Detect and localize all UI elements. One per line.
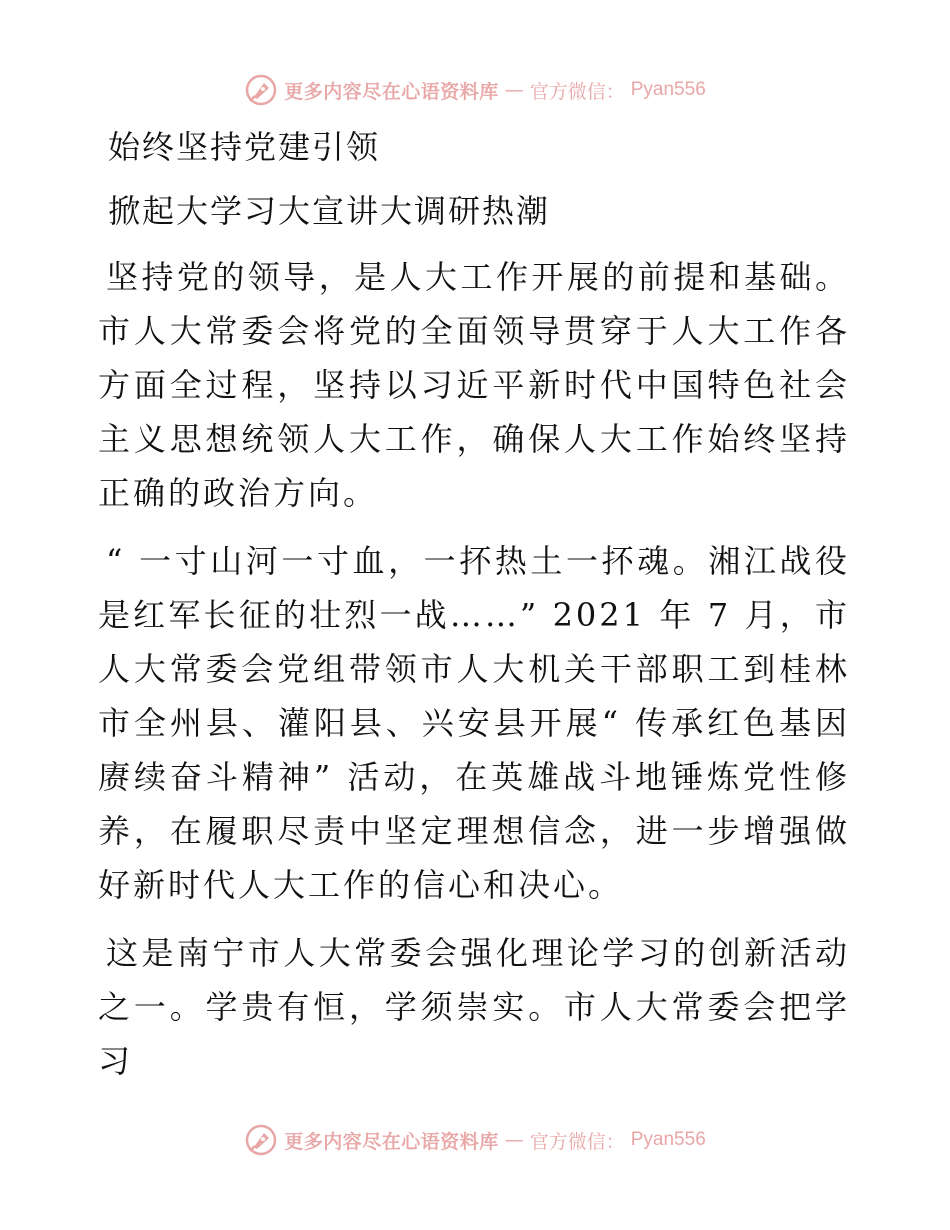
- pen-nib-circle-icon: [244, 73, 278, 107]
- watermark-separator: —: [504, 79, 524, 101]
- section-subheading: 掀起大学习大宣讲大调研热潮: [108, 192, 551, 230]
- header-watermark: [0, 70, 950, 110]
- body-paragraph: 坚持党的领导，是人大工作开展的前提和基础。市人大常委会将党的全面领导贯穿于人大工作各方面全过程，坚持以习近平新时代中国特色社会主义思想统领人大工作，确保人大工作始终坚持正确的政治方向。: [98, 258, 850, 512]
- watermark-wechat-id: Pyan556: [630, 79, 706, 100]
- section-heading: 始终坚持党建引领: [108, 128, 381, 166]
- watermark-wechat-label: 官方微信：: [529, 1130, 625, 1153]
- pen-nib-circle-icon: [244, 1123, 278, 1157]
- watermark-wechat-label: 官方微信：: [529, 80, 625, 103]
- document-body: [98, 122, 850, 1088]
- watermark-site-text: 更多内容尽在心语资料库: [284, 80, 499, 103]
- watermark-site-text: 更多内容尽在心语资料库: [284, 1130, 499, 1153]
- body-paragraph: 这是南宁市人大常委会强化理论学习的创新活动之一。学贵有恒，学须崇实。市人大常委会把学习: [98, 934, 850, 1080]
- watermark-separator: —: [504, 1129, 524, 1151]
- footer-watermark: [0, 1120, 950, 1160]
- watermark-wechat-id: Pyan556: [630, 1129, 706, 1150]
- body-paragraph: “ 一寸山河一寸血，一抔热土一抔魂。湘江战役是红军长征的壮烈一战……” 2021 年 7 月，市人大常委会党组带领市人大机关干部职工到桂林市全州县、灌阳县、兴安县开展“ 传承红色基因赓续奋斗精神” 活动，在英雄战斗地锤炼党性修养，在履职尽责中坚定理想信念，进一步增强做好新时代人大工作的信心和决心。: [98, 542, 850, 904]
